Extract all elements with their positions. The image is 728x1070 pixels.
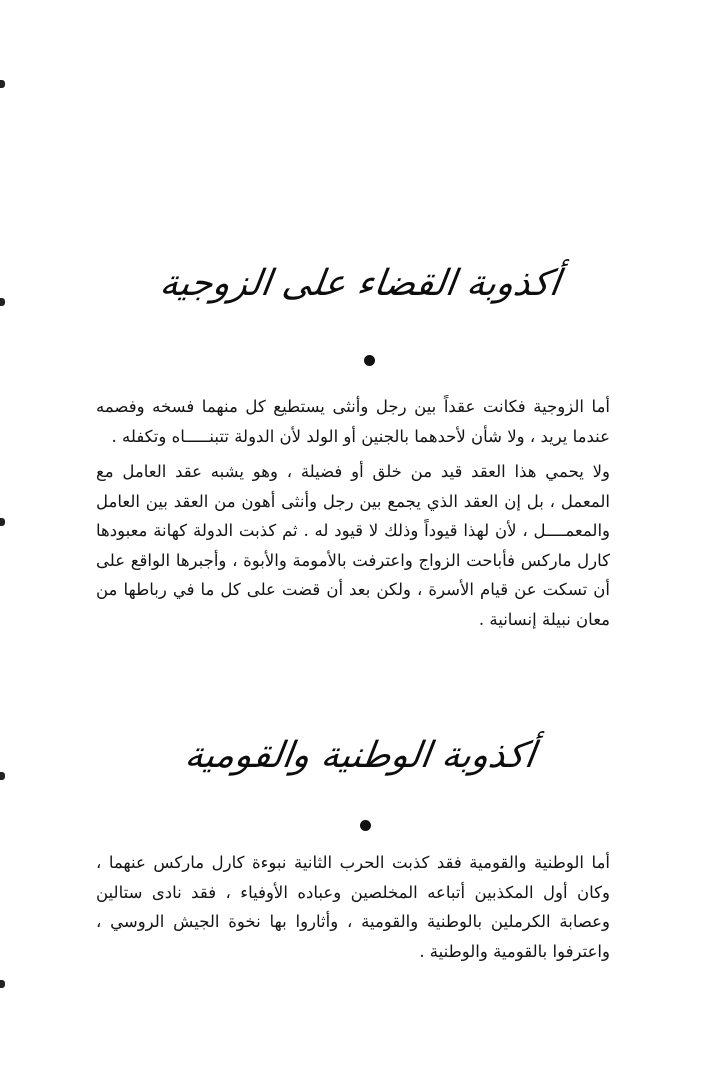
section-body-nationalism bbox=[96, 848, 610, 966]
edge-mark bbox=[0, 80, 5, 88]
edge-mark bbox=[0, 298, 5, 306]
section-body-marriage bbox=[96, 392, 610, 634]
section-title-marriage: أكذوبة القضاء على الزوجية bbox=[157, 263, 563, 304]
section-title-nationalism: أكذوبة الوطنية والقومية bbox=[182, 735, 538, 776]
bullet-ornament bbox=[360, 820, 371, 831]
bullet-ornament bbox=[364, 355, 375, 366]
edge-mark bbox=[0, 772, 5, 780]
paragraph: أما الوطنية والقومية فقد كذبت الحرب الثانية نبوءة كارل ماركس عنهما ، وكان أول المكذبين أتباعه المخلصين وعباده الأوفياء ، فقد نادى ستالين وعصابة الكرملين بالوطنية والقومية ، وأثاروا بها نخوة الجيش الروسي ، واعترفوا بالقومية والوطنية . bbox=[96, 853, 610, 961]
edge-mark bbox=[0, 980, 5, 988]
edge-mark bbox=[0, 518, 5, 526]
paragraph: أما الزوجية فكانت عقداً بين رجل وأنثى يستطيع كل منهما فسخه وفصمه عندما يريد ، ولا شأن لأحدهما بالجنين أو الولد لأن الدولة تتبنـــــاه وتكفله . bbox=[96, 397, 610, 446]
paragraph: ولا يحمي هذا العقد قيد من خلق أو فضيلة ، وهو يشبه عقد العامل مع المعمل ، بل إن العقد الذي يجمع بين رجل وأنثى أهون من العقد بين العامل والمعمــــل ، لأن لهذا قيوداً وذلك لا قيود له . ثم كذبت الدولة كهانة معبودها كارل ماركس فأباحت الزواج واعترفت بالأمومة والأبوة ، وأجبرها الواقع على أن تسكت عن قيام الأسرة ، ولكن بعد أن قضت على كل ما في رباطها من معان نبيلة إنسانية . bbox=[96, 462, 610, 629]
